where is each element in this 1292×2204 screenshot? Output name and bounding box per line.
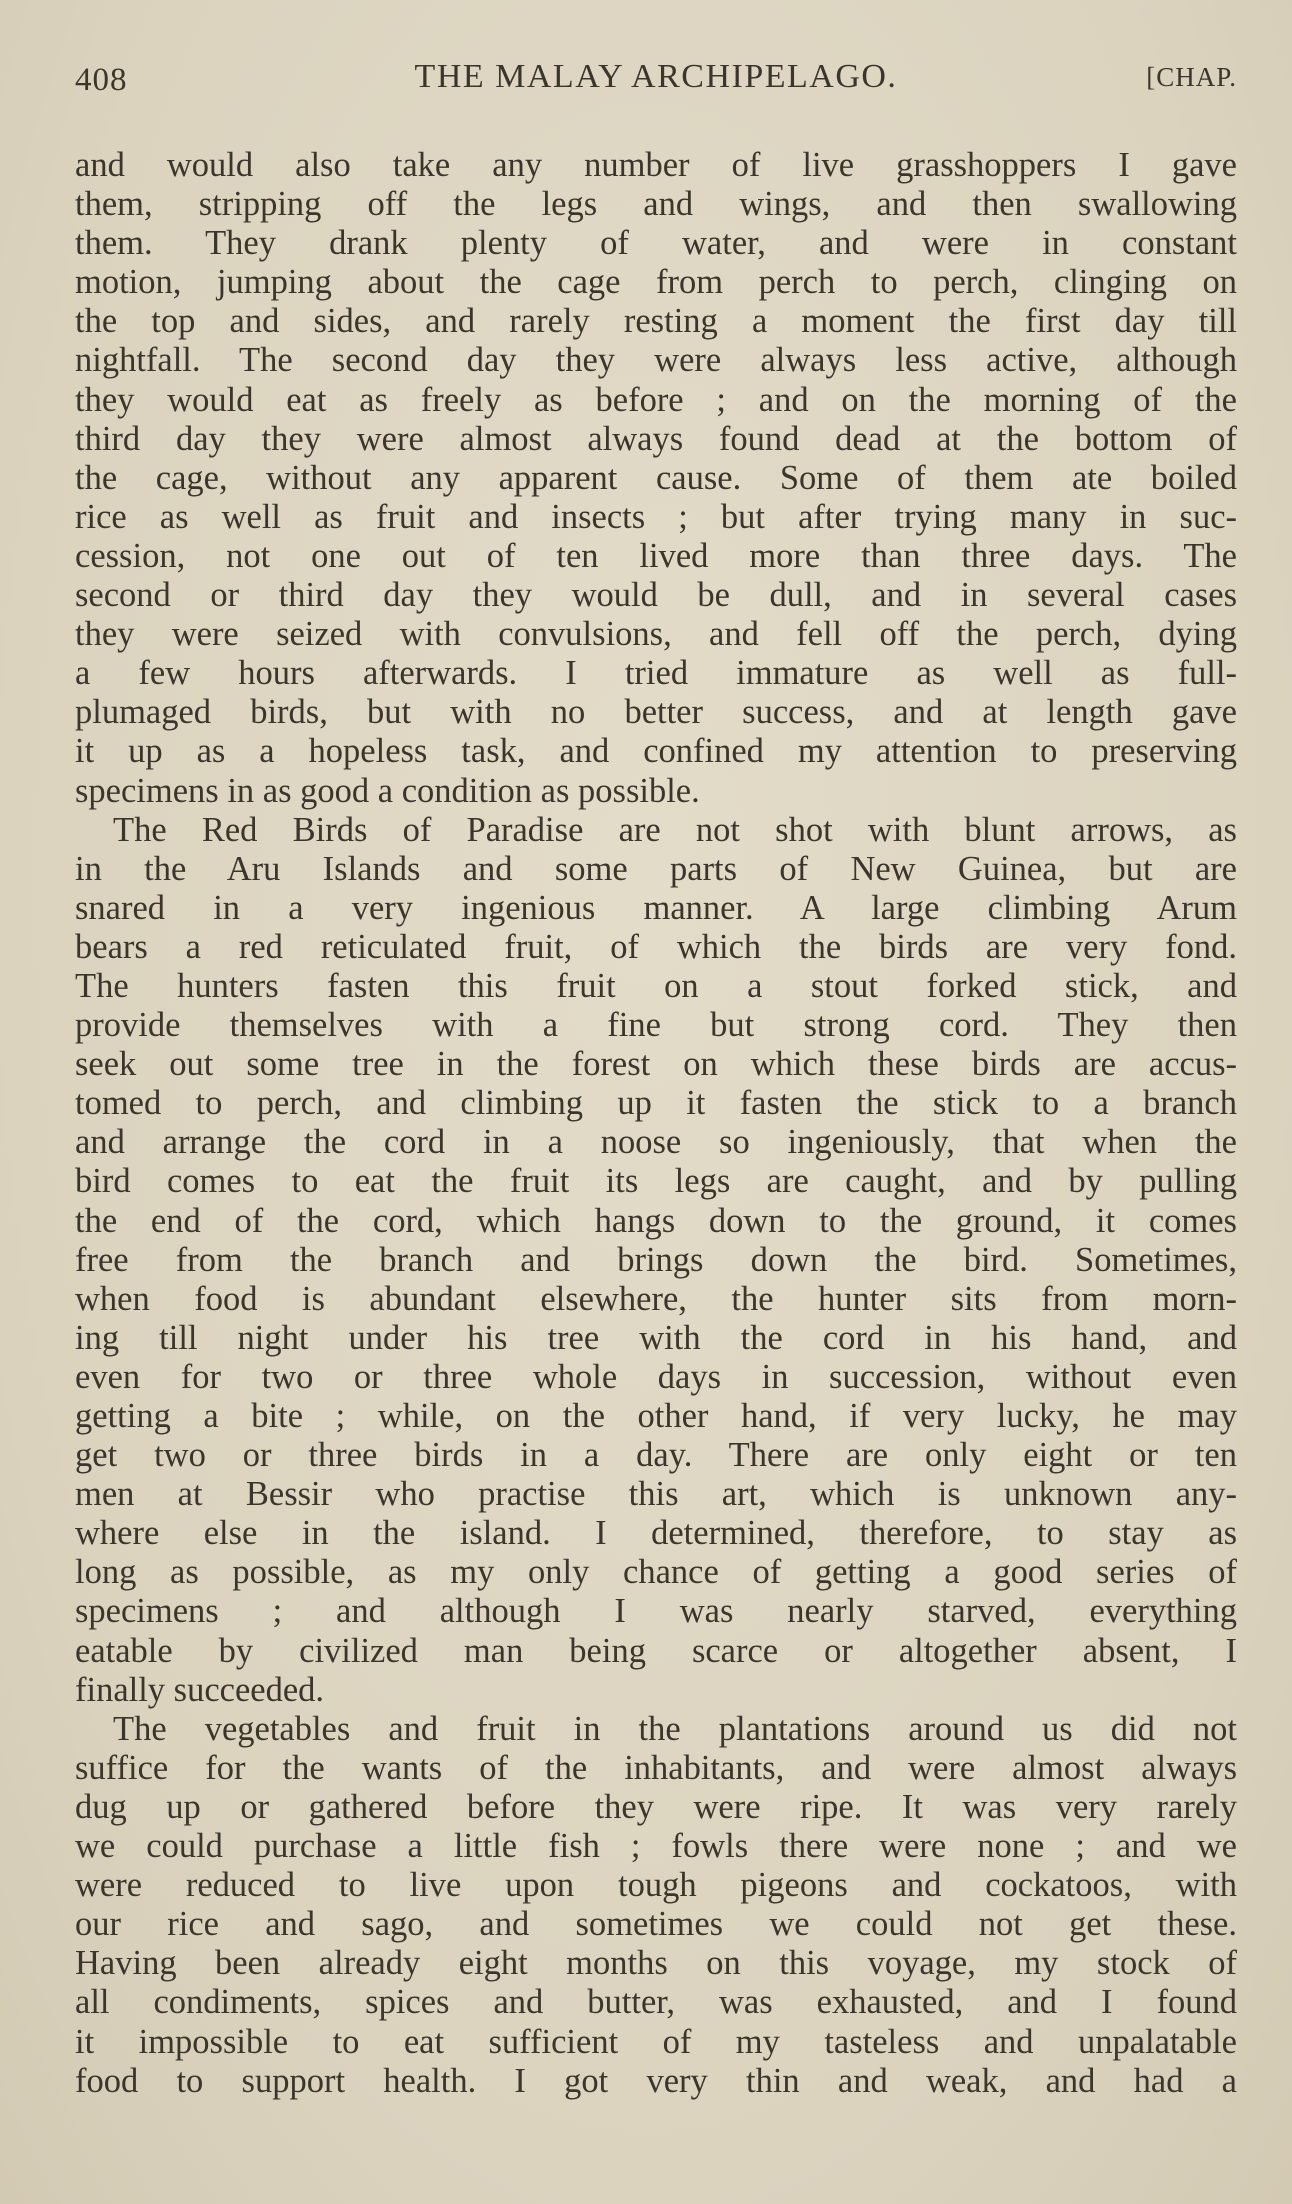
text-line: even for two or three whole days in succession, without even: [75, 1357, 1237, 1396]
text-line: the cage, without any apparent cause. Some of them ate boiled: [75, 458, 1237, 497]
text-line: nightfall. The second day they were always less active, although: [75, 341, 1237, 380]
text-line: tomed to perch, and climbing up it fasten the stick to a branch: [75, 1084, 1237, 1123]
text-line: second or third day they would be dull, and in several cases: [75, 576, 1237, 615]
text-line: The hunters fasten this fruit on a stout forked stick, and: [75, 966, 1237, 1005]
text-line: men at Bessir who practise this art, which is unknown any-: [75, 1475, 1237, 1514]
text-line: getting a bite ; while, on the other hand, if very lucky, he may: [75, 1397, 1237, 1435]
running-header: [75, 58, 1237, 102]
chapter-mark: [CHAP.: [1146, 62, 1237, 92]
text-line: seek out some tree in the forest on which these birds are accus-: [75, 1045, 1237, 1084]
body-text: [75, 146, 1237, 2101]
text-line: snared in a very ingenious manner. A large climbing Arum: [75, 888, 1237, 927]
text-line: they would eat as freely as before ; and on the morning of the: [75, 380, 1237, 419]
text-line: finally succeeded.: [75, 1670, 325, 1709]
text-line: motion, jumping about the cage from perch to perch, clinging on: [75, 263, 1237, 302]
text-line: food to support health. I got very thin and weak, and had a: [75, 2061, 1237, 2100]
text-line: rice as well as fruit and insects ; but after trying many in suc-: [75, 497, 1237, 536]
text-line: and arrange the cord in a noose so ingeniously, that when the: [75, 1123, 1237, 1162]
text-line: the top and sides, and rarely resting a moment the first day till: [75, 302, 1237, 341]
text-line: we could purchase a little fish ; fowls there were none ; and we: [75, 1827, 1237, 1866]
text-line: dug up or gathered before they were ripe. It was very rarely: [75, 1787, 1237, 1826]
text-line: suffice for the wants of the inhabitants, and were almost always: [75, 1748, 1237, 1787]
text-line: bears a red reticulated fruit, of which the birds are very fond.: [75, 927, 1237, 966]
text-line: all condiments, spices and butter, was exhausted, and I found: [75, 1983, 1237, 2022]
text-line: eatable by civilized man being scarce or altogether absent, I: [75, 1631, 1237, 1670]
text-line: and would also take any number of live grasshoppers I gave: [75, 146, 1237, 184]
text-line: it up as a hopeless task, and confined my attention to preserving: [75, 732, 1237, 771]
text-line: cession, not one out of ten lived more than three days. The: [75, 536, 1237, 575]
text-line: specimens ; and although I was nearly starved, everything: [75, 1592, 1237, 1631]
text-line: long as possible, as my only chance of getting a good series of: [75, 1553, 1237, 1592]
text-line: The Red Birds of Paradise are not shot with blunt arrows, as: [113, 810, 1237, 849]
text-line: a few hours afterwards. I tried immature as well as full-: [75, 654, 1237, 693]
text-line: third day they were almost always found dead at the bottom of: [75, 419, 1237, 458]
text-line: specimens in as good a condition as possible.: [75, 771, 700, 810]
text-line: plumaged birds, but with no better success, and at length gave: [75, 693, 1237, 732]
text-line: them, stripping off the legs and wings, and then swallowing: [75, 185, 1237, 224]
text-line: it impossible to eat sufficient of my tasteless and unpalatable: [75, 2022, 1237, 2061]
text-line: our rice and sago, and sometimes we could not get these.: [75, 1905, 1237, 1944]
text-line: ing till night under his tree with the cord in his hand, and: [75, 1318, 1237, 1357]
text-line: in the Aru Islands and some parts of New Guinea, but are: [75, 849, 1237, 888]
text-line: free from the branch and brings down the bird. Sometimes,: [75, 1240, 1237, 1279]
text-line: they were seized with convulsions, and fell off the perch, dying: [75, 615, 1237, 654]
text-line: provide themselves with a fine but strong cord. They then: [75, 1006, 1237, 1045]
text-line: Having been already eight months on this voyage, my stock of: [75, 1944, 1237, 1983]
text-line: were reduced to live upon tough pigeons and cockatoos, with: [75, 1866, 1237, 1905]
text-line: the end of the cord, which hangs down to the ground, it comes: [75, 1201, 1237, 1240]
text-line: where else in the island. I determined, therefore, to stay as: [75, 1514, 1237, 1553]
text-line: get two or three birds in a day. There are only eight or ten: [75, 1436, 1237, 1475]
text-line: The vegetables and fruit in the plantations around us did not: [113, 1709, 1237, 1748]
page-number: 408: [75, 62, 128, 98]
text-line: bird comes to eat the fruit its legs are caught, and by pulling: [75, 1162, 1237, 1201]
running-title: THE MALAY ARCHIPELAGO.: [414, 58, 898, 95]
text-line: them. They drank plenty of water, and were in constant: [75, 224, 1237, 263]
text-line: when food is abundant elsewhere, the hunter sits from morn-: [75, 1279, 1237, 1318]
